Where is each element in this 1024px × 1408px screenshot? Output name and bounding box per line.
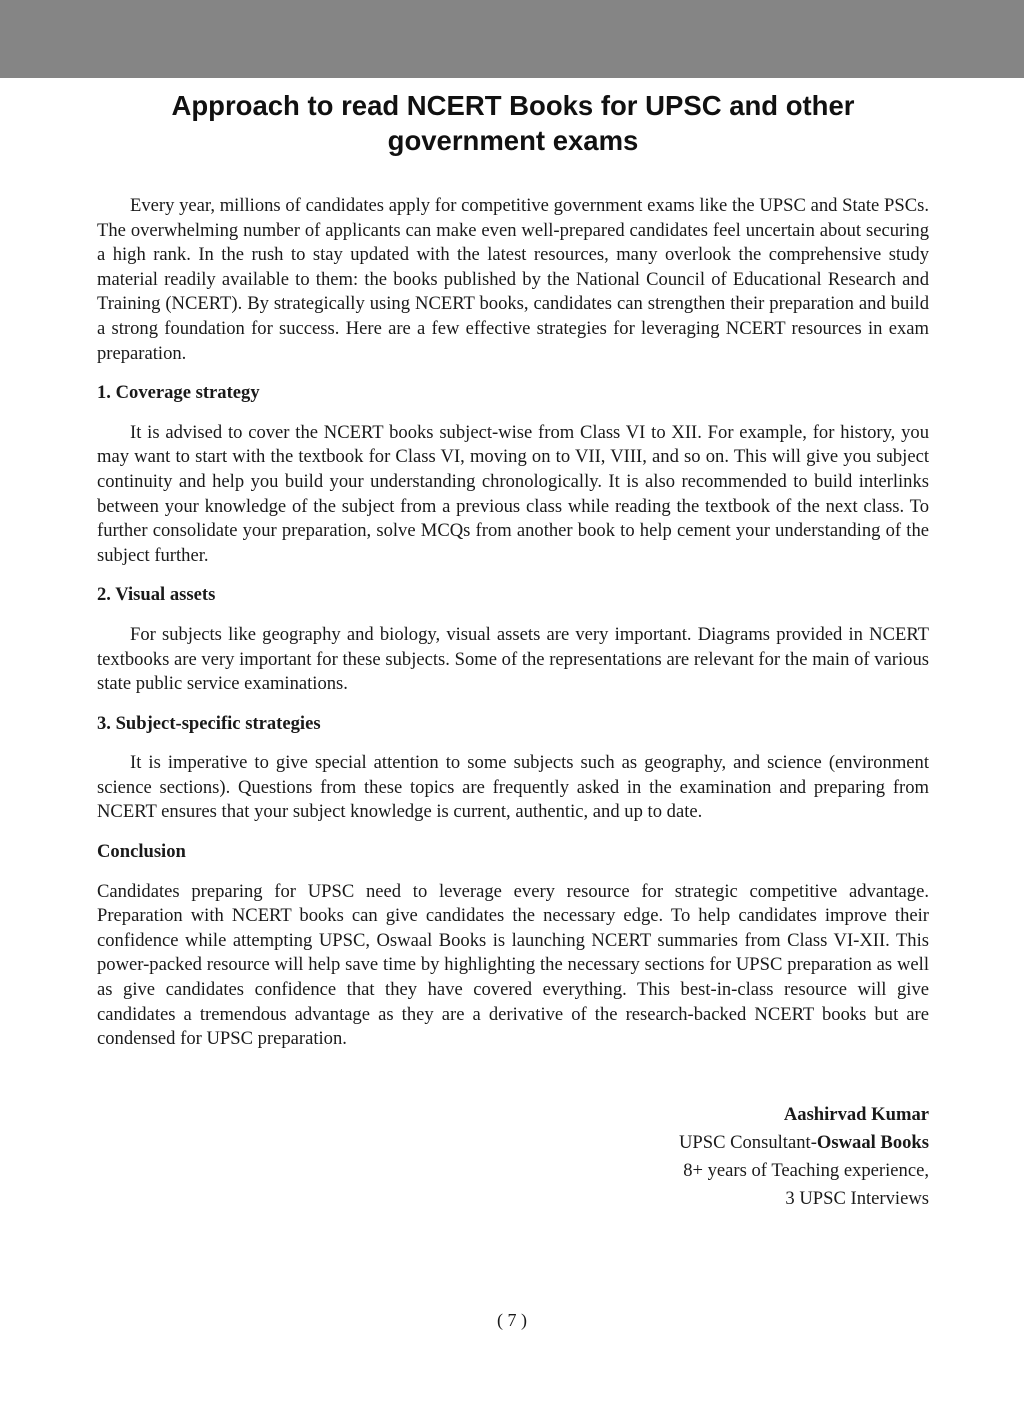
- intro-paragraph: Every year, millions of candidates apply for competitive government exams like the UPSC and State PSCs. The overwhelming number of applicants can make even well-prepared candidates feel uncertain about securing a high rank. In the rush to stay updated with the latest resources, many overlook the comprehensive study material readily available to them: the books published by the National Council of Educational Research and Training (NCERT). By strategically using NCERT books, candidates can strengthen their preparation and build a strong foundation for success. Here are a few effective strategies for leveraging NCERT resources in exam preparation.: [97, 195, 929, 364]
- page-number: ( 7 ): [497, 1310, 527, 1330]
- section-heading-visual: 2. Visual assets: [97, 584, 216, 606]
- author-experience: 8+ years of Teaching experience,: [683, 1160, 929, 1181]
- author-interviews: 3 UPSC Interviews: [785, 1188, 929, 1209]
- conclusion-heading: Conclusion: [97, 841, 186, 863]
- author-organization: Oswaal Books: [816, 1132, 929, 1153]
- article-body: [97, 194, 929, 1052]
- section-body-coverage: It is advised to cover the NCERT books subject-wise from Class VI to XII. For example, for history, you may want to start with the textbook for Class VI, moving on to VII, VIII, and so on. This will give you subject continuity and help you build your understanding chronologically. It is also recommended to build interlinks between your knowledge of the subject from a previous class while reading the textbook of the next class. To further consolidate your preparation, solve MCQs from another book to help cement your understanding of the subject further.: [97, 421, 929, 566]
- conclusion-body: Candidates preparing for UPSC need to leverage every resource for strategic competitive advantage. Preparation with NCERT books can give candidates the necessary edge. To help candidates improve their confidence while attempting UPSC, Oswaal Books is launching NCERT summaries from Class VI-XII. This power-packed resource will help save time by highlighting the necessary sections for UPSC preparation as well as give candidates confidence that they have covered everything. This best-in-class resource will give candidates a tremendous advantage as they are a derivative of the research-backed NCERT books but are condensed for UPSC preparation.: [97, 880, 929, 1050]
- page-title: Approach to read NCERT Books for UPSC and other government exams: [171, 90, 855, 156]
- section-heading-coverage: 1. Coverage strategy: [97, 382, 260, 404]
- section-heading-subject: 3. Subject-specific strategies: [97, 712, 321, 734]
- header-band: [0, 0, 1024, 78]
- section-body-visual: For subjects like geography and biology, visual assets are very important. Diagrams provided in NCERT textbooks are very important for these subjects. Some of the representations are relevant for the main of various state public service examinations.: [97, 623, 929, 695]
- author-name: Aashirvad Kumar: [783, 1104, 929, 1125]
- section-body-subject: It is imperative to give special attention to some subjects such as geography, and science (environment science sections). Questions from these topics are frequently asked in the examination and preparing from NCERT ensures that your subject knowledge is current, authentic, and up to date.: [97, 752, 929, 823]
- author-role-prefix: UPSC Consultant-: [678, 1132, 817, 1153]
- author-role: [97, 1129, 929, 1157]
- signature-block: [97, 1101, 929, 1213]
